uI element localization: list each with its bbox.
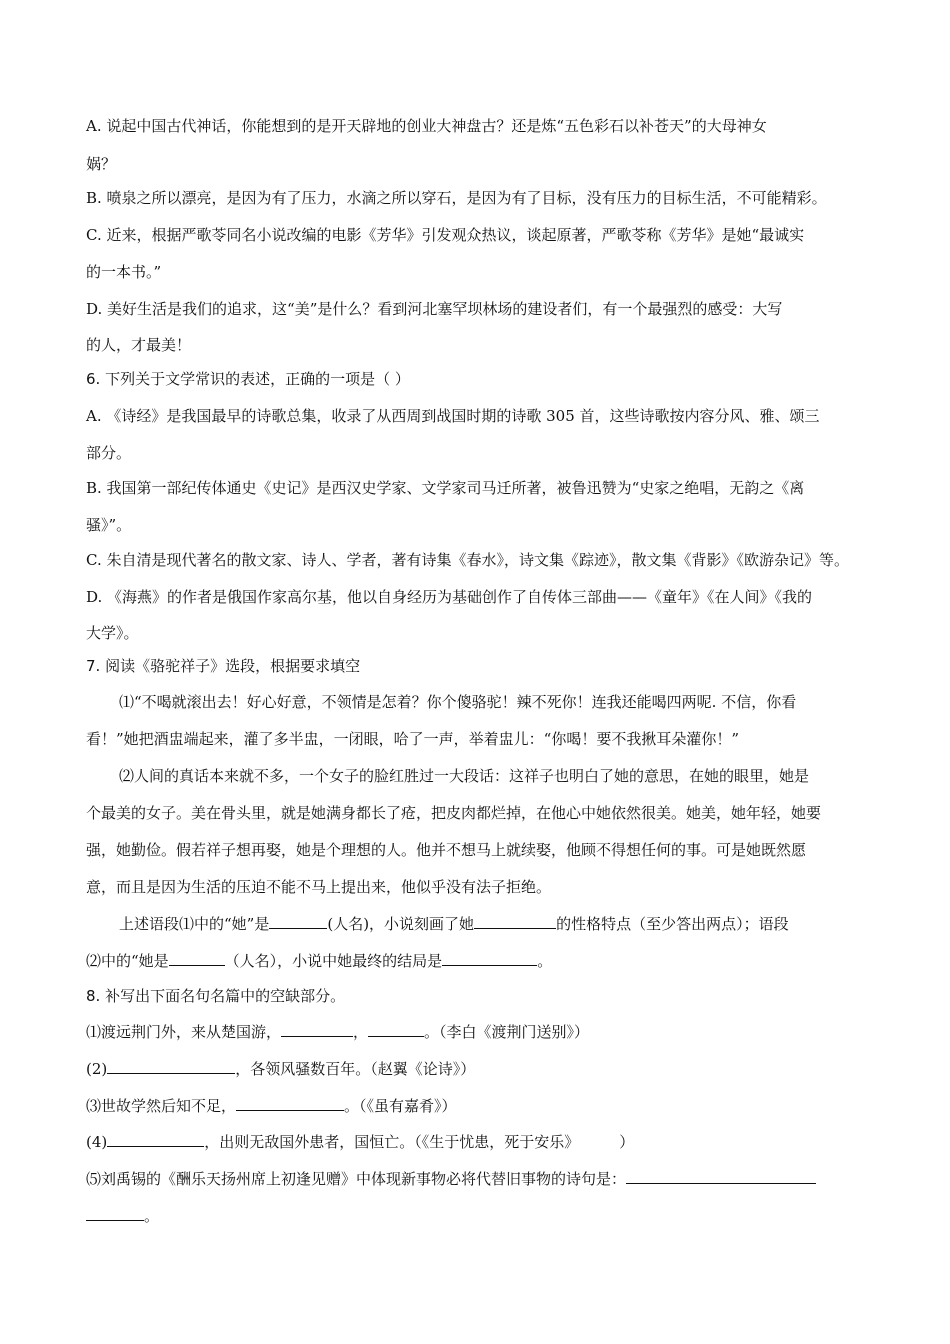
q7-fill-line1 <box>119 914 789 934</box>
q8-answer-blank-1a[interactable] <box>281 1022 353 1037</box>
q8-answer-blank-5b[interactable] <box>86 1206 144 1221</box>
q7-answer-blank-1[interactable] <box>269 914 327 929</box>
q8-line4 <box>86 1132 634 1152</box>
q7-passage2-line2: 个最美的女子。美在骨头里，就是她满身都长了疮，把皮肉都烂掉，在他心中她依然很美。她美，她年轻，她要 <box>86 804 822 822</box>
q5-option-d-line1: D. 美好生活是我们的追求，这“美”是什么？看到河北塞罕坝林场的建设者们，有一个最强烈的感受：大写 <box>86 300 783 318</box>
q7-passage2-line3: 强，她勤俭。假若祥子想再娶，她是个理想的人。他并不想马上就续娶，他顾不得想任何的事。可是她既然愿 <box>86 841 807 859</box>
q7-fill-text-3: 的性格特点（至少答出两点）；语段 <box>556 915 789 933</box>
q7-fill-text-6: 。 <box>537 952 553 970</box>
q8-line3-text: ⑶世故学然后知不足， <box>86 1097 237 1115</box>
q6-option-d-line2: 大学》。 <box>86 624 139 642</box>
q8-line2 <box>86 1059 475 1079</box>
q7-fill-text-5: （人名），小说中她最终的结局是 <box>224 952 443 970</box>
q7-passage1-line2: 看！”她把酒盅端起来，灌了多半盅，一闭眼，哈了一声，举着盅儿：“你喝！要不我揪耳朵灌你！” <box>86 730 740 748</box>
q8-line1-source: 。（李白《渡荆门送别》） <box>424 1023 590 1041</box>
q7-fill-line2 <box>86 951 552 971</box>
q7-answer-blank-2[interactable] <box>474 914 556 929</box>
q8-line4-text: ，出则无敌国外患者，国恒亡。（《生于忧患，死于安乐》 <box>204 1133 580 1151</box>
q5-option-c-line1: C. 近来，根据严歌苓同名小说改编的电影《芳华》引发观众热议，谈起原著，严歌苓称《芳华》是她“最诚实 <box>86 226 805 244</box>
q7-passage2-line4: 意，而且是因为生活的压迫不能不马上提出来，他似乎没有法子拒绝。 <box>86 878 552 896</box>
q7-fill-text-2: (人名)，小说刻画了她 <box>327 915 475 933</box>
q5-option-a-line1: A. 说起中国古代神话，你能想到的是开天辟地的创业大神盘古？还是炼“五色彩石以补苍天”的大母神女 <box>86 117 767 135</box>
q7-title: 7. 阅读《骆驼祥子》选段，根据要求填空 <box>86 657 361 675</box>
q7-fill-text-4: ⑵中的“她是 <box>86 952 169 970</box>
q5-option-a-line2: 娲？ <box>86 155 117 173</box>
q8-line4-close: ） <box>619 1133 635 1151</box>
q8-line5-text: ⑸刘禹锡的《酬乐天扬州席上初逢见赠》中体现新事物必将代替旧事物的诗句是： <box>86 1170 627 1188</box>
q8-line4-number: (4) <box>86 1133 108 1151</box>
q5-option-d-line2: 的人，才最美！ <box>86 336 192 354</box>
q6-option-d-line1: D. 《海燕》的作者是俄国作家高尔基，他以自身经历为基础创作了自传体三部曲——《童年》《在人间》《我的 <box>86 588 813 606</box>
q8-line5-end: 。 <box>144 1207 160 1225</box>
q6-option-b-line2: 骚》”。 <box>86 516 132 534</box>
q8-line6 <box>86 1206 159 1226</box>
q8-line3 <box>86 1096 457 1116</box>
q6-option-a-line2: 部分。 <box>86 444 132 462</box>
q8-answer-blank-5a[interactable] <box>626 1169 816 1184</box>
q8-line5 <box>86 1169 816 1189</box>
q8-answer-blank-4[interactable] <box>107 1132 204 1147</box>
q6-option-c: C. 朱自清是现代著名的散文家、诗人、学者，著有诗集《春水》，诗文集《踪迹》，散文集《背影》《欧游杂记》等。 <box>86 551 849 569</box>
q8-line2-text: ，各领风骚数百年。（赵翼《论诗》） <box>235 1060 476 1078</box>
q8-line3-source: 。（《虽有嘉肴》） <box>344 1097 457 1115</box>
q8-line2-number: (2) <box>86 1060 108 1078</box>
q8-line1-text: ⑴渡远荆门外，来从楚国游， <box>86 1023 282 1041</box>
q7-answer-blank-3[interactable] <box>169 951 225 966</box>
q8-answer-blank-3[interactable] <box>236 1096 344 1111</box>
q7-fill-text-1: 上述语段⑴中的“她”是 <box>119 915 270 933</box>
q6-option-a-line1: A. 《诗经》是我国最早的诗歌总集，收录了从西周到战国时期的诗歌 305 首，这些诗歌按内容分风、雅、颂三 <box>86 407 820 425</box>
q8-line1-comma: ， <box>353 1023 369 1041</box>
q8-answer-blank-1b[interactable] <box>368 1022 424 1037</box>
q6-option-b-line1: B. 我国第一部纪传体通史《史记》是西汉史学家、文学家司马迁所著，被鲁迅赞为“史家之绝唱，无韵之《离 <box>86 479 805 497</box>
q7-passage2-line1: ⑵人间的真话本来就不多，一个女子的脸红胜过一大段话：这祥子也明白了她的意思，在她的眼里，她是 <box>119 767 810 785</box>
q8-answer-blank-2[interactable] <box>107 1059 235 1074</box>
q7-answer-blank-4[interactable] <box>442 951 537 966</box>
q5-option-c-line2: 的一本书。” <box>86 263 162 281</box>
q8-title: 8. 补写出下面名句名篇中的空缺部分。 <box>86 987 346 1005</box>
q6-title: 6. 下列关于文学常识的表述，正确的一项是（ ） <box>86 370 410 388</box>
q8-line1 <box>86 1022 589 1042</box>
q5-option-b: B. 喷泉之所以漂亮，是因为有了压力，水滴之所以穿石，是因为有了目标，没有压力的目标生活，不可能精彩。 <box>86 189 827 207</box>
q7-passage1-line1: ⑴“不喝就滚出去！好心好意，不领情是怎着？你个傻骆驼！辣不死你！连我还能喝四两呢. 不信，你看 <box>119 693 797 711</box>
